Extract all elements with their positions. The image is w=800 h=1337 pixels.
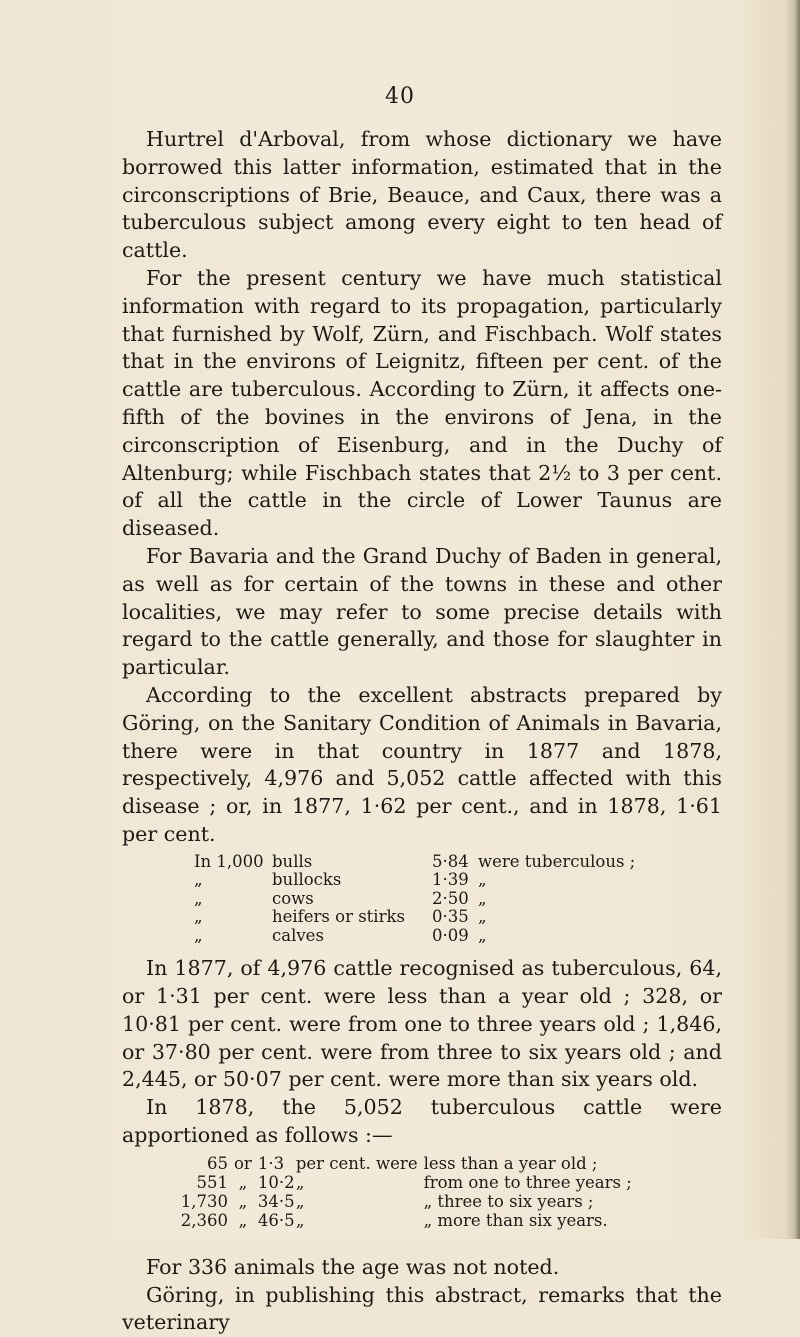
table-row [180, 1192, 632, 1211]
table-row [180, 1154, 632, 1173]
row-age: „ more than six years. [423, 1210, 608, 1230]
row-prefix: „ [194, 907, 203, 927]
row-suffix: were tuberculous ; [478, 851, 636, 871]
row-prefix: In 1,000 [194, 851, 264, 871]
row-value: 5·84 [432, 851, 469, 871]
row-suffix: „ [478, 907, 487, 927]
page-number: 40 [385, 84, 415, 109]
row-value: 0·35 [432, 907, 469, 927]
row-value: 1·39 [432, 870, 469, 890]
table-row [122, 927, 635, 946]
row-age: less than a year old ; [423, 1153, 598, 1173]
table-row [180, 1173, 632, 1192]
row-percent: 10·2 [257, 1172, 295, 1192]
row-percent: 34·5 [257, 1191, 295, 1211]
row-percent: 1·3 [257, 1153, 285, 1173]
row-animal: bulls [272, 851, 313, 871]
table-1878-ages [180, 1154, 632, 1230]
table-row [122, 853, 635, 872]
row-count: 65 [207, 1153, 228, 1173]
row-age: „ three to six years ; [423, 1191, 594, 1211]
table-row [122, 890, 635, 909]
paragraph-present-century: For the present century we have much statistical information with regard to its propagation, particularly that furnished by Wolf, Zürn, and Fischbach. Wolf states that in the environs of Leignitz, fifteen per cent. of the cattle are tuberculous. According to Zürn, it affects one-fifth of the bovines in the environs of Jena, in the circonscription of Eisenburg, and in the Duchy of Altenburg; while Fischbach states that 2½ to 3 per cent. of all the cattle in the circle of Lower Taunus are diseased. [122, 265, 722, 541]
paragraph-goring-remarks: Göring, in publishing this abstract, remarks that the veterinary [122, 1282, 722, 1335]
row-label: per cent. were [295, 1153, 418, 1173]
table-per-thousand [122, 853, 635, 946]
row-suffix: „ [478, 925, 487, 945]
table-row [122, 908, 635, 927]
row-animal: calves [272, 925, 324, 945]
spacer [122, 1240, 722, 1254]
row-prefix: „ [194, 888, 203, 908]
row-percent: 46·5 [257, 1210, 295, 1230]
page-edge-shadow [786, 0, 800, 1239]
row-connector: „ [238, 1172, 248, 1192]
paragraph-arboval: Hurtrel d'Arboval, from whose dictionary we have borrowed this latter information, estimated that in the circonscriptions of Brie, Beauce, and Caux, there was a tuberculous subject among every eight to ten head of cattle. [122, 127, 722, 263]
table-row [180, 1211, 632, 1230]
row-age: from one to three years ; [423, 1172, 632, 1192]
body-text [122, 126, 722, 1337]
paragraph-1877-ages: In 1877, of 4,976 cattle recognised as tuberculous, 64, or 1·31 per cent. were less than a year old ; 328, or 10·81 per cent. were from one to three years old ; 1,846, or 37·80 per cent. were from three to six years old ; and 2,445, or 50·07 per cent. were more than six years old. [122, 956, 722, 1092]
row-label: „ [295, 1191, 305, 1211]
row-connector: or [234, 1153, 252, 1173]
row-suffix: „ [478, 888, 487, 908]
row-label: „ [295, 1210, 305, 1230]
paragraph-goring-abstracts: According to the excellent abstracts prepared by Göring, on the Sanitary Condition of Animals in Bavaria, there were in that country in 1877 and 1878, respectively, 4,976 and 5,052 cattle affected with this disease ; or, in 1877, 1·62 per cent., and in 1878, 1·61 per cent. [122, 682, 722, 846]
row-animal: cows [272, 888, 314, 908]
row-count: 2,360 [180, 1210, 228, 1230]
row-connector: „ [238, 1191, 248, 1211]
row-prefix: „ [194, 870, 203, 890]
paragraph-bavaria-baden: For Bavaria and the Grand Duchy of Baden in general, as well as for certain of the towns in these and other localities, we may refer to some precise details with regard to the cattle generally, and those for slaughter in particular. [122, 543, 722, 680]
paragraph-unnoted-age: For 336 animals the age was not noted. [146, 1254, 560, 1279]
row-label: „ [295, 1172, 305, 1192]
row-value: 2·50 [432, 888, 469, 908]
row-value: 0·09 [432, 925, 469, 945]
table-row [122, 871, 635, 890]
row-count: 551 [196, 1172, 228, 1192]
paragraph-1878-intro: In 1878, the 5,052 tuberculous cattle were apportioned as follows :— [122, 1095, 722, 1147]
row-animal: heifers or stirks [272, 907, 405, 927]
row-animal: bullocks [272, 870, 342, 890]
row-connector: „ [238, 1210, 248, 1230]
row-prefix: „ [194, 925, 203, 945]
row-count: 1,730 [180, 1191, 228, 1211]
row-suffix: „ [478, 870, 487, 890]
